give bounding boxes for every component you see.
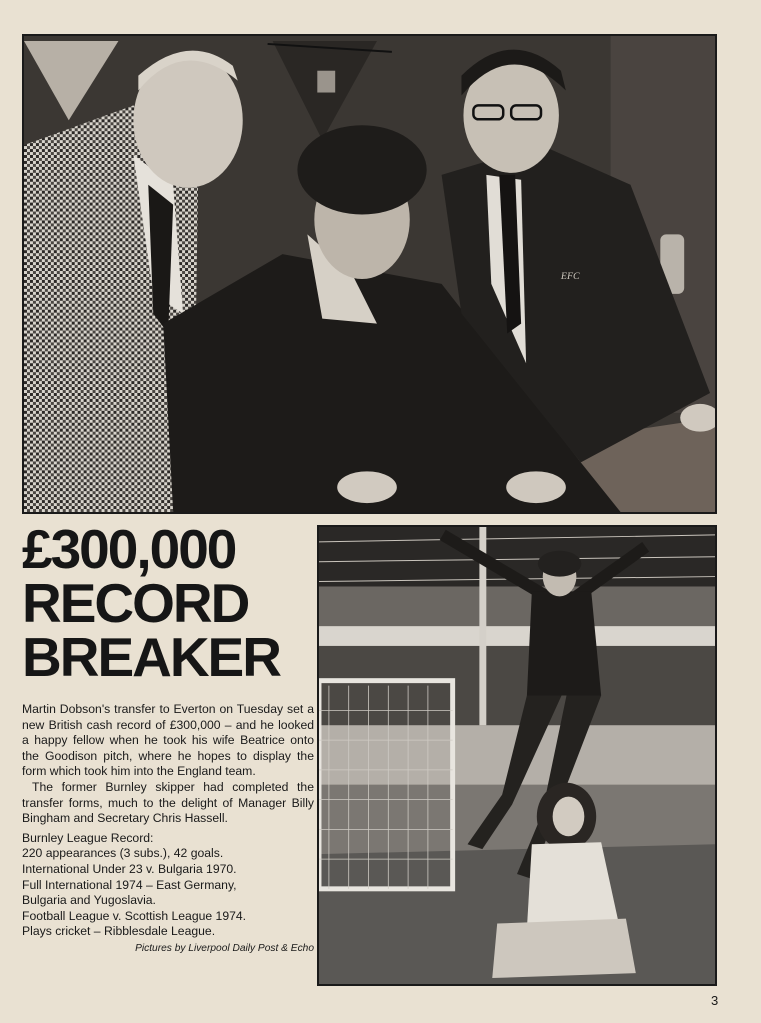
headline bbox=[22, 518, 312, 688]
pitch-photo-illustration bbox=[319, 527, 715, 984]
club-badge-text: EFC bbox=[560, 270, 580, 282]
career-record-line: Full International 1974 – East Germany, bbox=[22, 877, 237, 892]
headline-word-breaker: BREAKER bbox=[22, 626, 280, 688]
career-record bbox=[22, 831, 314, 940]
article-paragraph-1: Martin Dobson's transfer to Everton on Tuesday set a new British cash record of £300,000 – and he looked a happy fellow when he took his wife Beatrice onto the Goodison pitch, where he hopes to display the form which took him into the England team. bbox=[22, 702, 314, 779]
page-number: 3 bbox=[711, 993, 719, 1008]
career-record-line: Football League v. Scottish League 1974. bbox=[22, 908, 247, 923]
article-paragraph-2: The former Burnley skipper had completed the transfer forms, much to the delight of Manager Billy Bingham and Secretary Chris Hassell. bbox=[22, 779, 314, 826]
career-record-line: International Under 23 v. Bulgaria 1970. bbox=[22, 861, 237, 876]
photo-credit: Pictures by Liverpool Daily Post & Echo bbox=[135, 942, 314, 954]
headline-amount: £300,000 bbox=[22, 518, 236, 580]
headline-word-record: RECORD bbox=[22, 572, 249, 634]
pitch-photo bbox=[317, 525, 717, 986]
career-record-line: Bulgaria and Yugoslavia. bbox=[22, 893, 156, 908]
signing-photo bbox=[22, 34, 717, 514]
career-record-line: Plays cricket – Ribblesdale League. bbox=[22, 924, 216, 939]
career-record-heading: Burnley League Record: bbox=[22, 830, 154, 845]
article-body bbox=[22, 702, 314, 957]
signing-photo-illustration bbox=[24, 36, 715, 512]
career-record-line: 220 appearances (3 subs.), 42 goals. bbox=[22, 846, 224, 861]
